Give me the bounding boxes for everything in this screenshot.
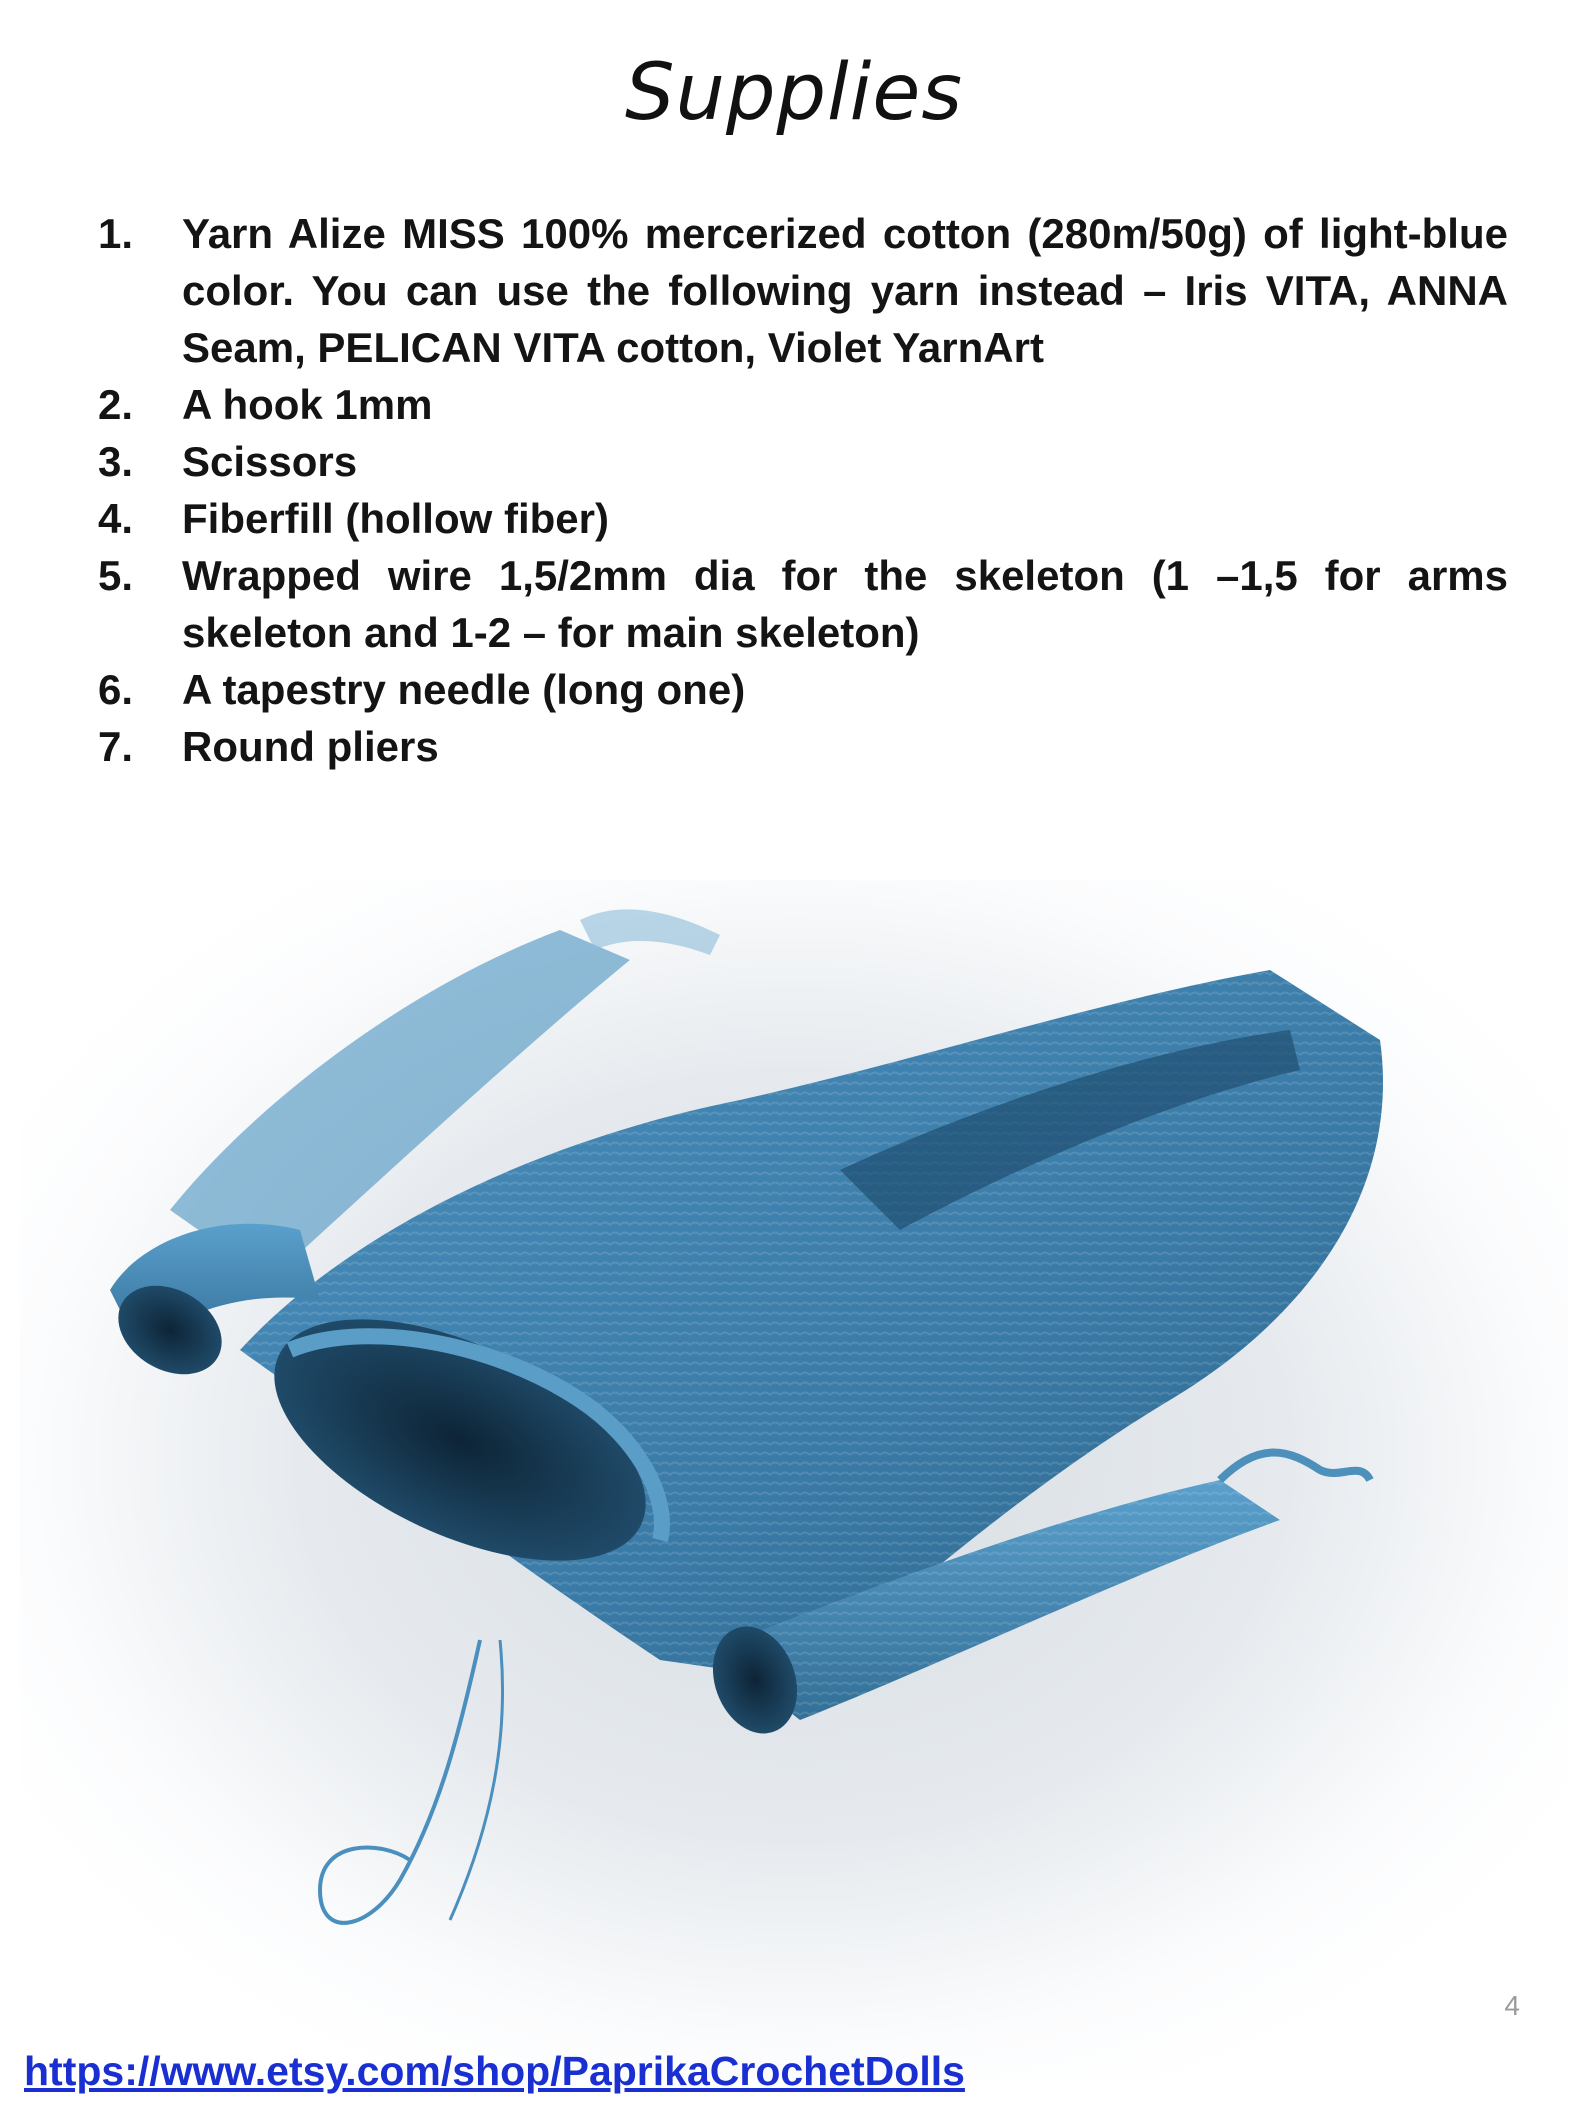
item-text: Fiberfill (hollow fiber) xyxy=(182,495,609,542)
shop-link[interactable]: https://www.etsy.com/shop/PaprikaCrochetDolls xyxy=(24,2048,965,2094)
item-number: 4. xyxy=(98,495,134,542)
item-text: A tapestry needle (long one) xyxy=(182,666,746,713)
item-number: 3. xyxy=(98,438,134,485)
item-number: 2. xyxy=(98,381,134,428)
list-item xyxy=(98,205,1508,376)
item-text: Round pliers xyxy=(182,723,439,770)
item-text: Yarn Alize MISS 100% mercerized cotton (280m/50g) of light-blue color. You can use the following yarn instead – Iris VITA, ANNA Seam, PELICAN VITA cotton, Violet YarnArt xyxy=(182,210,1508,371)
item-number: 7. xyxy=(98,723,134,770)
page-number: 4 xyxy=(1504,1990,1520,2021)
list-item xyxy=(98,547,1508,661)
item-number: 5. xyxy=(98,552,134,599)
list-item xyxy=(98,490,1508,547)
item-number: 6. xyxy=(98,666,134,713)
item-number: 1. xyxy=(98,210,134,257)
page-title: Supplies xyxy=(625,48,963,138)
item-text: Wrapped wire 1,5/2mm dia for the skeleton (1 –1,5 for arms skeleton and 1-2 – for main skeleton) xyxy=(182,552,1508,656)
item-text: A hook 1mm xyxy=(182,381,433,428)
list-item xyxy=(98,433,1508,490)
list-item xyxy=(98,661,1508,718)
list-item xyxy=(98,376,1508,433)
supplies-list xyxy=(98,205,1508,775)
list-item xyxy=(98,718,1508,775)
item-text: Scissors xyxy=(182,438,358,485)
crochet-body-photo xyxy=(20,880,1568,2080)
